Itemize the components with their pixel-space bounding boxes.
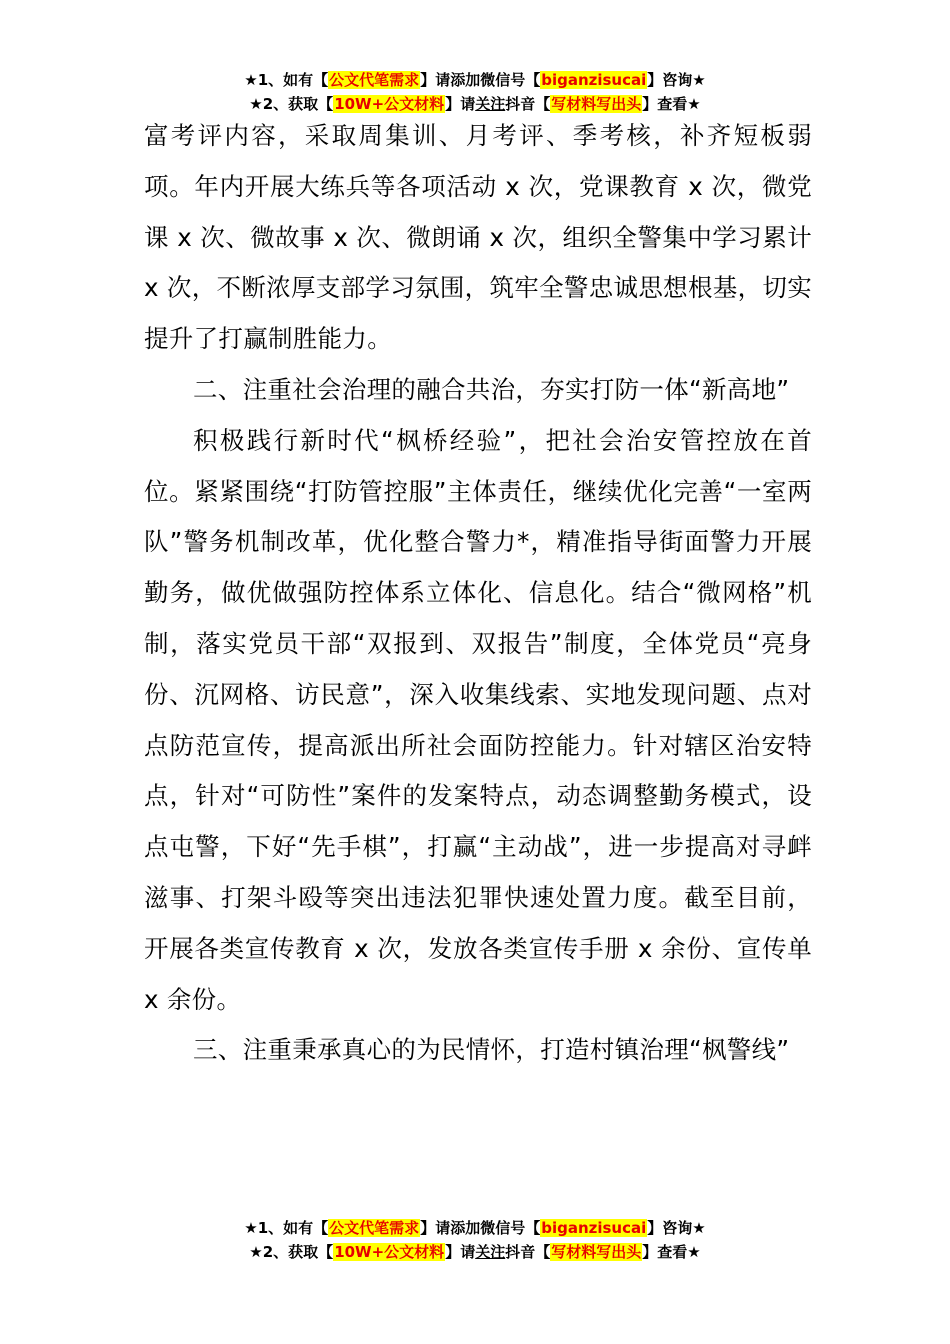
promo-highlight-wechat-id: biganzisucai [541,1219,647,1237]
section-heading-3: 三、注重秉承真心的为民情怀，打造村镇治理“枫警线” [193,1035,790,1065]
promo-text: 】查看★ [642,1243,701,1261]
promo-text: ★1、如有【 [244,71,329,89]
promo-highlight-douyin: 写材料写出头 [551,95,642,113]
promo-text: ★2、获取【 [249,95,334,113]
promo-text: 】请 [445,1243,476,1261]
promo-line-1 [0,68,950,92]
body-paragraph: 富考评内容，采取周集训、月考评、季考核，补齐短板弱项。年内开展大练兵等各项活动 x 次，党课教育 x 次，微党课 x 次、微故事 x 次、微朗诵 x 次，组织全警集中学习累计 x 次，不断浓厚支部学习氛围，筑牢全警忠诚思想根基，切实提升了打赢制胜能力。 [144,121,812,354]
promo-text: 】查看★ [642,95,701,113]
promo-text: 】请添加微信号【 [420,71,541,89]
section-heading-2: 二、注重社会治理的融合共治，夯实打防一体“新高地” [193,374,790,404]
promo-line-1 [0,1216,950,1240]
promo-highlight: 公文代笔需求 [329,1219,420,1237]
promo-line-2 [0,1240,950,1264]
promo-banner-bottom [0,1216,950,1264]
promo-text: 抖音【 [505,95,551,113]
promo-text: 】请添加微信号【 [420,1219,541,1237]
promo-highlight-douyin: 写材料写出头 [551,1243,642,1261]
promo-text: ★2、获取【 [249,1243,334,1261]
promo-emphasis: 关注 [475,1243,506,1261]
promo-text: 抖音【 [505,1243,551,1261]
body-paragraph: 积极践行新时代“枫桥经验”，把社会治安管控放在首位。紧紧围绕“打防管控服”主体责任，继续优化完善“一室两队”警务机制改革，优化整合警力*，精准指导街面警力开展勤务，做优做强防控体系立体化、信息化。结合“微网格”机制，落实党员干部“双报到、双报告”制度，全体党员“亮身份、沉网格、访民意”，深入收集线索、实地发现问题、点对点防范宣传，提高派出所社会面防控能力。针对辖区治安特点，针对“可防性”案件的发案特点，动态调整勤务模式，设点屯警，下好“先手棋”，打赢“主动战”，进一步提高对寻衅滋事、打架斗殴等突出违法犯罪快速处置力度。截至目前，开展各类宣传教育 x 次，发放各类宣传手册 x 余份、宣传单 x 余份。 [144,425,812,1014]
promo-emphasis: 关注 [475,95,506,113]
promo-text: 】咨询★ [647,71,706,89]
promo-banner-top [0,68,950,116]
promo-text: 】请 [445,95,476,113]
promo-text: 】咨询★ [647,1219,706,1237]
document-body [144,111,812,1076]
promo-highlight-wechat-id: biganzisucai [541,71,647,89]
promo-highlight: 10W+公文材料 [334,1243,445,1261]
promo-highlight: 10W+公文材料 [334,95,445,113]
promo-text: ★1、如有【 [244,1219,329,1237]
promo-highlight: 公文代笔需求 [329,71,420,89]
